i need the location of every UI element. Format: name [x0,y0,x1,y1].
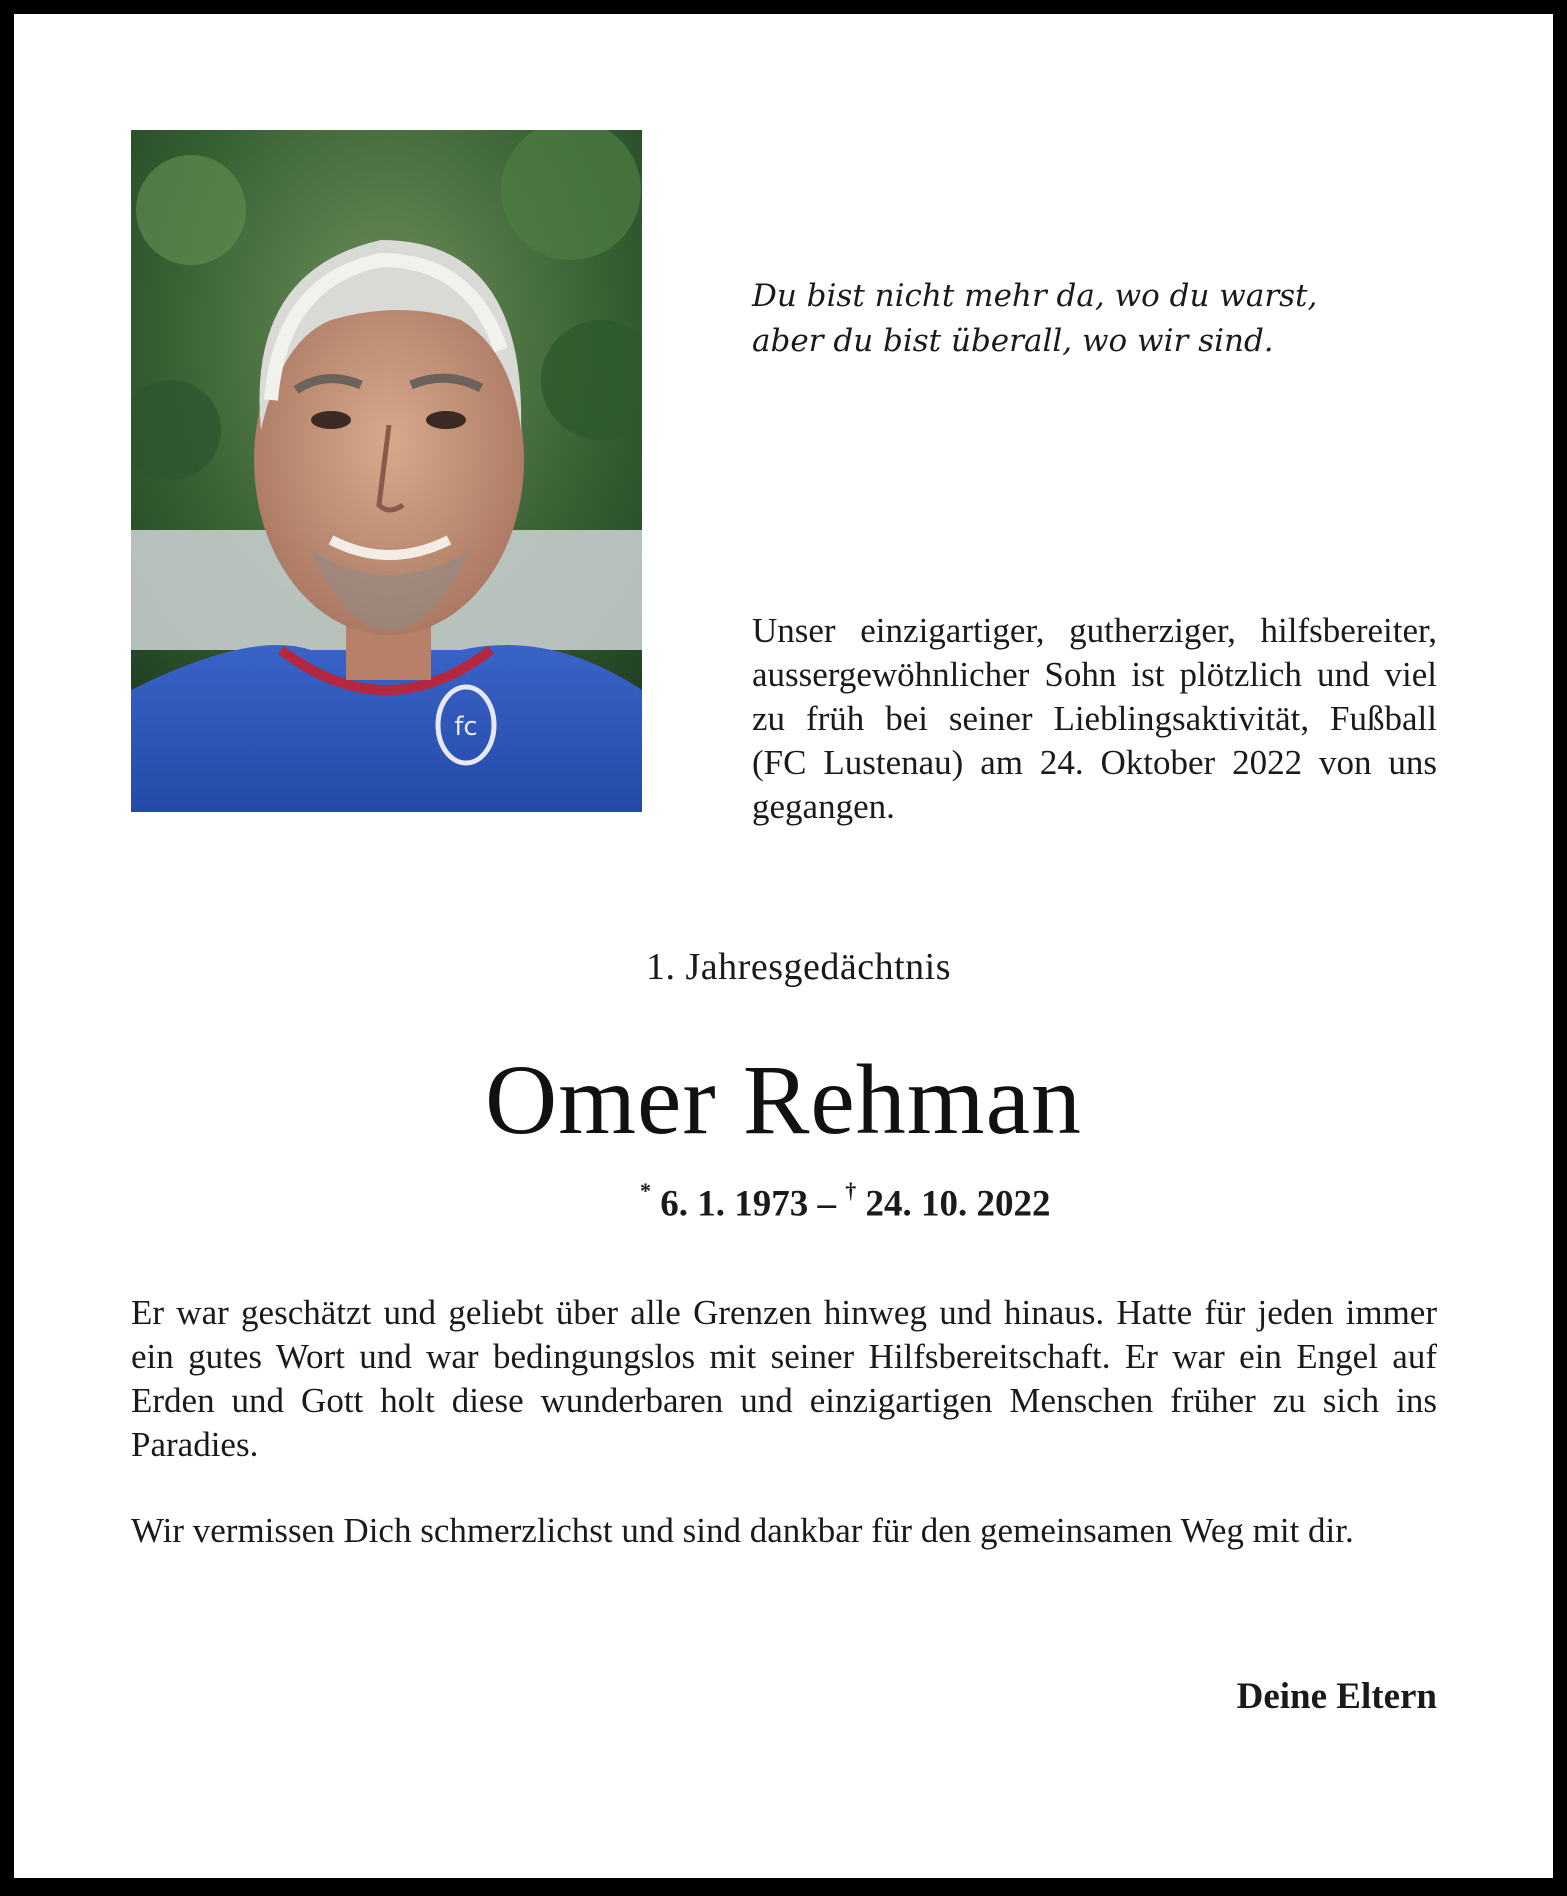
anniversary-heading: 1. Jahresgedächtnis [646,946,951,988]
intro-paragraph: Unser einzigartiger, gutherziger, hilfsbereiter, aussergewöhnlicher Sohn ist plötzlich und viel zu früh bei seiner Lieblingsaktivität, Fußball (FC Lustenau) am 24. Oktober 2022 von uns gegangen. [752,611,1437,826]
quote-line-2: aber du bist überall, wo wir sind. [752,323,1274,359]
quote-line-1: Du bist nicht mehr da, wo du warst, [752,278,1318,314]
birth-symbol: * [640,1178,651,1203]
portrait-illustration [131,130,642,812]
birth-date: 6. 1. 1973 [660,1183,809,1225]
signature: Deine Eltern [1236,1676,1437,1717]
tribute-paragraph-2: Wir vermissen Dich schmerzlichst und sind dankbar für den gemeinsamen Weg mit dir. [131,1511,1354,1550]
death-date: 24. 10. 2022 [865,1183,1051,1225]
date-separator: – [817,1183,836,1225]
deceased-name: Omer Rehman [485,1044,1082,1155]
death-symbol: † [845,1178,857,1203]
tribute-paragraph-1: Er war geschätzt und geliebt über alle Grenzen hinweg und hinaus. Hatte für jeden immer ein gutes Wort und war bedingungslos mit seiner Hilfsbereitschaft. Er war ein Engel auf Erden und Gott holt diese wunderbaren und einzigartigen Menschen früher zu sich ins Paradies. [131,1293,1437,1464]
life-dates [640,1170,1120,1229]
crest-text: fc [454,712,478,742]
tribute-text [131,1291,1437,1553]
memorial-quote [752,274,1472,364]
portrait-photo [131,130,642,812]
